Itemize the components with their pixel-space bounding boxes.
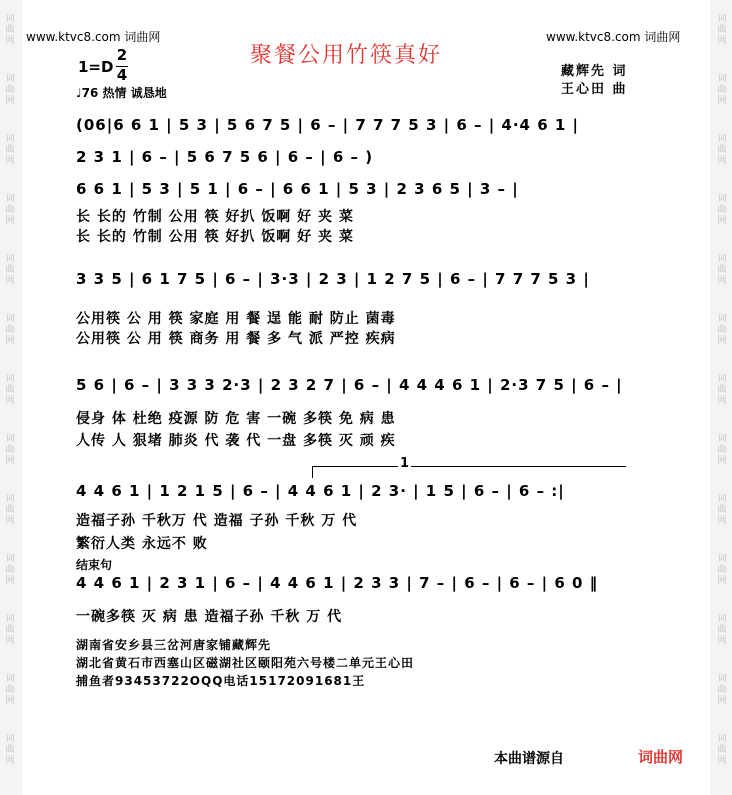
volta-bracket-start [312, 466, 313, 478]
watermark-glyph: 网 [5, 636, 15, 646]
watermark-url-right[interactable]: www.ktvc8.com 词曲网 [546, 30, 681, 44]
lyricist-credit: 藏辉先 词 [561, 64, 628, 79]
watermark-glyph: 曲 [717, 325, 727, 335]
lyric-line-3b: 长 长的 竹制 公用 筷 好扒 饭啊 好 夹 菜 [76, 229, 354, 245]
watermark-glyph: 曲 [717, 565, 727, 575]
lyric-line-5a: 侵身 体 杜绝 疫源 防 危 害 一碗 多筷 免 病 患 [76, 411, 396, 427]
time-signature-bottom: 4 [116, 66, 128, 84]
key-signature: 1=D [78, 58, 114, 76]
watermark-glyph: 曲 [5, 205, 15, 215]
watermark-glyph: 网 [717, 336, 727, 346]
lyric-line-6b: 繁衍人类 永远不 败 [76, 536, 208, 552]
notation-line-1: (06|6 6 1 | 5 3 | 5 6 7 5 | 6 – | 7 7 7 5 3 | 6 – | 4·4 6 1 | [76, 116, 579, 134]
watermark-glyph: 网 [5, 396, 15, 406]
watermark-glyph: 曲 [717, 505, 727, 515]
watermark-glyph: 网 [717, 276, 727, 286]
footer-address-2: 湖北省黄石市西塞山区磁湖社区颐阳苑六号楼二单元王心田 [76, 656, 415, 670]
notation-line-6: 4 4 6 1 | 1 2 1 5 | 6 – | 4 4 6 1 | 2 3· | 1 5 | 6 – | 6 – :| [76, 482, 565, 500]
watermark-glyph: 曲 [5, 505, 15, 515]
watermark-glyph: 曲 [5, 25, 15, 35]
watermark-glyph: 词 [717, 614, 727, 624]
watermark-glyph: 曲 [5, 265, 15, 275]
watermark-glyph: 词 [5, 74, 15, 84]
watermark-glyph: 词 [717, 134, 727, 144]
watermark-glyph: 曲 [5, 325, 15, 335]
watermark-glyph: 曲 [717, 85, 727, 95]
watermark-glyph: 网 [717, 96, 727, 106]
watermark-glyph: 词 [5, 434, 15, 444]
watermark-glyph: 网 [717, 36, 727, 46]
watermark-glyph: 曲 [5, 565, 15, 575]
lyric-line-4a: 公用筷 公 用 筷 家庭 用 餐 逞 能 耐 防止 菌毒 [76, 311, 396, 327]
watermark-glyph: 曲 [5, 745, 15, 755]
watermark-glyph: 网 [5, 456, 15, 466]
notation-line-4: 3 3 5 | 6 1 7 5 | 6 – | 3·3 | 2 3 | 1 2 7 5 | 6 – | 7 7 7 5 3 | [76, 270, 590, 288]
watermark-glyph: 曲 [717, 205, 727, 215]
watermark-glyph: 网 [5, 96, 15, 106]
watermark-glyph: 曲 [717, 25, 727, 35]
tempo-marking: ♩76 热情 诚恳地 [76, 86, 167, 100]
watermark-glyph: 词 [5, 194, 15, 204]
lyric-line-4b: 公用筷 公 用 筷 商务 用 餐 多 气 派 严控 疾病 [76, 331, 396, 347]
watermark-glyph: 词 [717, 14, 727, 24]
watermark-glyph: 词 [5, 314, 15, 324]
watermark-glyph: 曲 [717, 145, 727, 155]
watermark-glyph: 曲 [5, 685, 15, 695]
footer-address-1: 湖南省安乡县三岔河唐家铺藏辉先 [76, 638, 272, 652]
volta-bracket [312, 466, 626, 467]
watermark-glyph: 词 [717, 434, 727, 444]
watermark-glyph: 曲 [5, 145, 15, 155]
watermark-glyph: 词 [5, 254, 15, 264]
watermark-glyph: 词 [5, 494, 15, 504]
coda-label: 结束句 [76, 558, 113, 572]
watermark-glyph: 词 [717, 194, 727, 204]
lyric-line-5b: 人传 人 狠堵 肺炎 代 袭 代 一盘 多筷 灭 顽 疾 [76, 433, 396, 449]
watermark-glyph: 网 [717, 216, 727, 226]
watermark-glyph: 网 [5, 336, 15, 346]
composer-credit: 王心田 曲 [561, 82, 628, 97]
watermark-glyph: 网 [5, 216, 15, 226]
watermark-glyph: 曲 [717, 265, 727, 275]
footer-contact: 捕鱼者93453722OQQ电话15172091681王 [76, 674, 366, 688]
watermark-glyph: 网 [717, 396, 727, 406]
lyric-line-7a: 一碗多筷 灭 病 患 造福子孙 千秋 万 代 [76, 609, 343, 625]
watermark-glyph: 网 [717, 156, 727, 166]
watermark-glyph: 词 [717, 494, 727, 504]
watermark-glyph: 词 [5, 134, 15, 144]
watermark-glyph: 网 [717, 576, 727, 586]
watermark-glyph: 词 [5, 14, 15, 24]
watermark-glyph: 词 [5, 674, 15, 684]
lyric-line-3a: 长 长的 竹制 公用 筷 好扒 饭啊 好 夹 菜 [76, 209, 354, 225]
watermark-glyph: 词 [717, 674, 727, 684]
watermark-glyph: 网 [717, 696, 727, 706]
notation-line-3: 6 6 1 | 5 3 | 5 1 | 6 – | 6 6 1 | 5 3 | 2 3 6 5 | 3 – | [76, 180, 519, 198]
watermark-glyph: 词 [717, 74, 727, 84]
watermark-glyph: 曲 [717, 385, 727, 395]
source-label: 本曲谱源自 [494, 751, 564, 767]
watermark-glyph: 词 [717, 734, 727, 744]
song-title: 聚餐公用竹筷真好 [250, 43, 443, 68]
watermark-glyph: 网 [5, 576, 15, 586]
watermark-glyph: 网 [5, 276, 15, 286]
watermark-glyph: 曲 [5, 85, 15, 95]
watermark-glyph: 曲 [5, 445, 15, 455]
watermark-glyph: 网 [5, 696, 15, 706]
watermark-glyph: 词 [5, 374, 15, 384]
watermark-glyph: 网 [717, 756, 727, 766]
watermark-glyph: 词 [5, 554, 15, 564]
notation-line-5: 5 6 | 6 – | 3 3 3 2·3 | 2 3 2 7 | 6 – | 4 4 4 6 1 | 2·3 7 5 | 6 – | [76, 376, 623, 394]
watermark-glyph: 网 [5, 756, 15, 766]
watermark-glyph: 网 [5, 36, 15, 46]
watermark-glyph: 曲 [5, 625, 15, 635]
time-signature-top: 2 [116, 46, 128, 64]
watermark-glyph: 网 [717, 636, 727, 646]
watermark-glyph: 词 [717, 254, 727, 264]
watermark-glyph: 曲 [717, 745, 727, 755]
volta-number: 1 [400, 456, 410, 471]
watermark-glyph: 词 [5, 734, 15, 744]
brand-logo[interactable]: 词曲网 [638, 748, 684, 766]
watermark-glyph: 词 [717, 374, 727, 384]
lyric-line-6a: 造福子孙 千秋万 代 造福 子孙 千秋 万 代 [76, 513, 358, 529]
watermark-glyph: 曲 [717, 445, 727, 455]
watermark-glyph: 曲 [717, 625, 727, 635]
notation-line-2: 2 3 1 | 6 – | 5 6 7 5 6 | 6 – | 6 – ) [76, 148, 374, 166]
watermark-glyph: 词 [717, 314, 727, 324]
notation-line-7: 4 4 6 1 | 2 3 1 | 6 – | 4 4 6 1 | 2 3 3 | 7 – | 6 – | 6 – | 6 0 ‖ [76, 574, 599, 592]
watermark-glyph: 词 [5, 614, 15, 624]
watermark-glyph: 网 [717, 516, 727, 526]
watermark-glyph: 词 [717, 554, 727, 564]
watermark-glyph: 网 [5, 516, 15, 526]
watermark-glyph: 曲 [5, 385, 15, 395]
watermark-glyph: 网 [5, 156, 15, 166]
watermark-url-left[interactable]: www.ktvc8.com 词曲网 [26, 30, 161, 44]
watermark-glyph: 曲 [717, 685, 727, 695]
watermark-glyph: 网 [717, 456, 727, 466]
